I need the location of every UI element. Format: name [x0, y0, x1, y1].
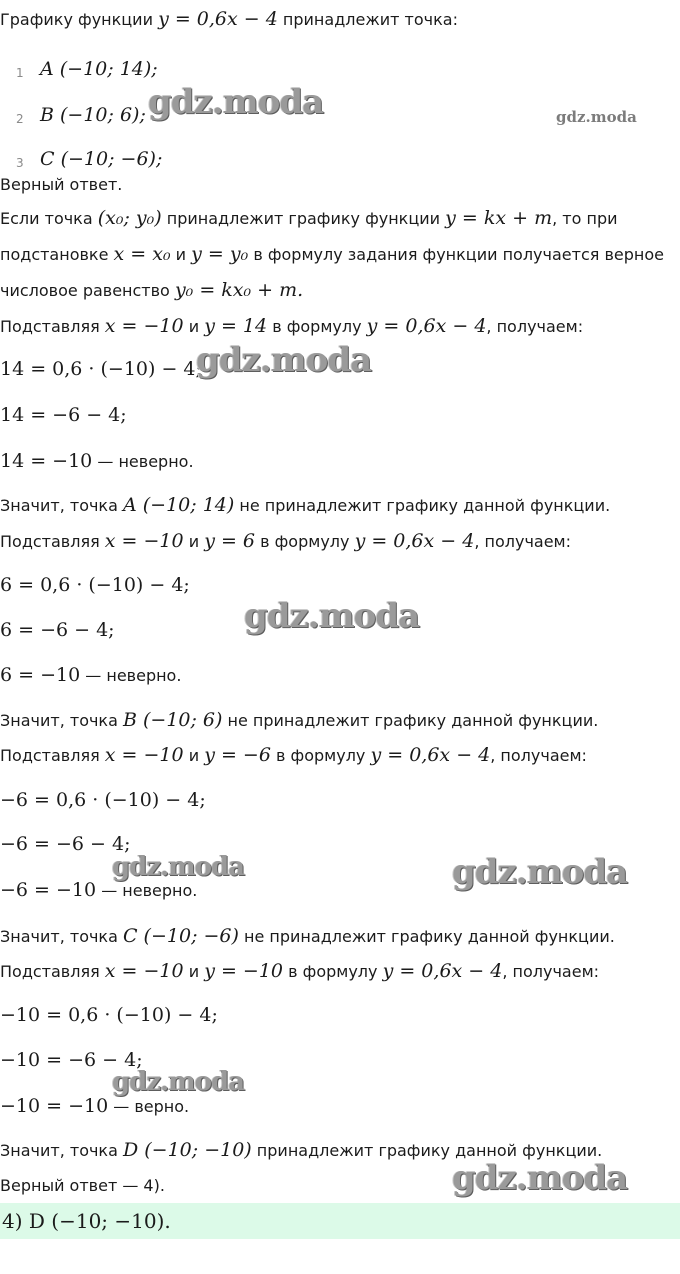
substitution-line-b: Подставляя x = −10 и y = 6 в формулу y = 0,6x − 4, получаем:: [0, 530, 572, 552]
option-text: C (−10; −6);: [40, 148, 163, 170]
conclusion-b: Значит, точка B (−10; 6) не принадлежит графику данной функции.: [0, 709, 599, 731]
conclusion-c: Значит, точка C (−10; −6) не принадлежит графику данной функции.: [0, 925, 615, 947]
watermark: gdz.moda: [112, 1067, 245, 1097]
equation-a-2: 14 = −6 − 4;: [0, 404, 127, 426]
answer-box: [0, 1203, 680, 1239]
equation-a-3: 14 = −10 — неверно.: [0, 450, 194, 472]
conclusion-a: Значит, точка A (−10; 14) не принадлежит графику данной функции.: [0, 494, 611, 516]
options-list: [0, 44, 680, 170]
watermark: gdz.moda: [452, 852, 628, 892]
equation-b-3: 6 = −10 — неверно.: [0, 664, 182, 686]
watermark: gdz.moda: [244, 596, 420, 636]
equation-d-3: −10 = −10 — верно.: [0, 1095, 190, 1117]
equation-c-1: −6 = 0,6 · (−10) − 4;: [0, 789, 206, 811]
option-number: 1: [16, 66, 24, 80]
option-number: 2: [16, 112, 24, 126]
option-text: B (−10; 6);: [40, 104, 146, 126]
watermark: gdz.moda: [556, 108, 637, 126]
equation-c-3: −6 = −10 — неверно.: [0, 879, 198, 901]
watermark: gdz.moda: [148, 82, 324, 122]
option-text: A (−10; 14);: [40, 58, 158, 80]
theory-line-3: числовое равенство y₀ = kx₀ + m.: [0, 279, 304, 301]
equation-b-1: 6 = 0,6 · (−10) − 4;: [0, 574, 190, 596]
substitution-line-c: Подставляя x = −10 и y = −6 в формулу y = 0,6x − 4, получаем:: [0, 744, 587, 766]
theory-line-2: подстановке x = x₀ и y = y₀ в формулу задания функции получается верное: [0, 243, 664, 265]
question-formula: y = 0,6x − 4: [158, 8, 278, 30]
option-number: 3: [16, 156, 24, 170]
answer-value: 4) D (−10; −10).: [2, 1209, 171, 1233]
equation-d-2: −10 = −6 − 4;: [0, 1049, 143, 1071]
answer-heading: Верный ответ.: [0, 175, 123, 194]
equation-b-2: 6 = −6 − 4;: [0, 619, 115, 641]
equation-a-1: 14 = 0,6 · (−10) − 4;: [0, 358, 202, 380]
watermark: gdz.moda: [112, 852, 245, 882]
theory-line-1: Если точка (x₀; y₀) принадлежит графику функции y = kx + m, то при: [0, 207, 618, 229]
final-answer-text: Верный ответ — 4).: [0, 1176, 165, 1195]
equation-c-2: −6 = −6 − 4;: [0, 833, 131, 855]
watermark: gdz.moda: [452, 1158, 628, 1198]
equation-d-1: −10 = 0,6 · (−10) − 4;: [0, 1004, 218, 1026]
conclusion-d: Значит, точка D (−10; −10) принадлежит графику данной функции.: [0, 1139, 603, 1161]
watermark: gdz.moda: [196, 340, 372, 380]
question-text: Графику функции y = 0,6x − 4 принадлежит точка:: [0, 8, 458, 30]
substitution-line-a: Подставляя x = −10 и y = 14 в формулу y = 0,6x − 4, получаем:: [0, 315, 584, 337]
substitution-line-d: Подставляя x = −10 и y = −10 в формулу y = 0,6x − 4, получаем:: [0, 960, 600, 982]
